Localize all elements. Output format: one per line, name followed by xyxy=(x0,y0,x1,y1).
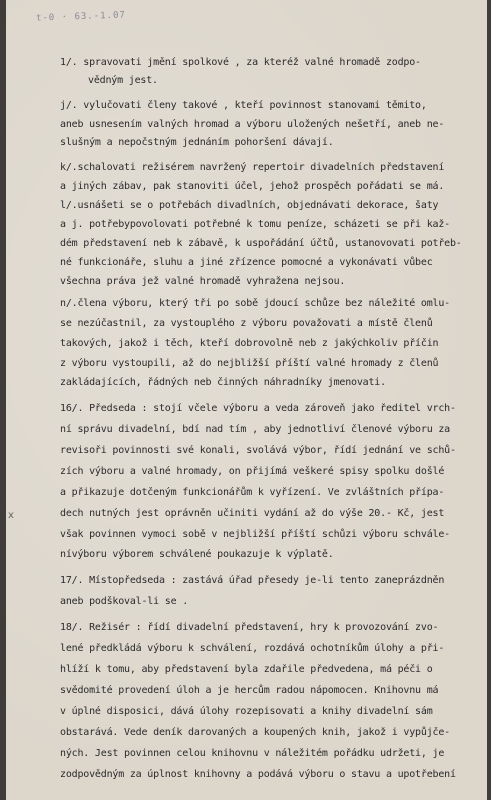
text-line: v úplné disposici, dává úlohy rozepisovati a knihy divadelní sám xyxy=(60,706,433,717)
text-line: a jiných zábav, pak stanoviti účel, jehož prospěch pořádati se má. xyxy=(60,181,445,192)
text-line: revisoři povinnosti své konali, svolává výbor, řídí jednání ve schů- xyxy=(60,445,456,456)
text-line: 16/. Předseda : stojí včele výboru a veda zároveň jako ředitel vrch- xyxy=(60,403,456,414)
text-line: 18/. Režisér : řídí divadelní představení, hry k provozování zvo- xyxy=(60,622,439,633)
text-line: obstarává. Vede deník darovaných a koupených knih, jakož i vypůjče- xyxy=(60,727,450,738)
text-line: takových, jakož i těch, kteří dobrovolně neb z jakýchkoliv příčin xyxy=(60,338,439,349)
archive-reference-mark: t-0 · 63.-1.07 xyxy=(35,10,127,24)
text-line: 1/. spravovati jmění spolkové , za kteréž valné hromadě zodpo- xyxy=(60,57,421,68)
text-line: né funkcionáře, sluhu a jiné zřízence pomocné a vykonávati vůbec xyxy=(60,257,433,268)
text-line: 17/. Místopředseda : zastává úřad přesedy je-li tento zaneprázdněn xyxy=(60,575,445,586)
text-line: všechna práva jež valné hromadě vyhražena nejsou. xyxy=(60,276,346,287)
text-line: dech nutných jest oprávněn učiniti vydání až do výše 20.- Kč, jest xyxy=(60,508,445,519)
text-line: k/.schalovati režisérem navržený repertoir divadelních představení xyxy=(60,162,445,173)
text-line: aneb usnesením valných hromad a výboru uložených nešetří, aneb ne- xyxy=(60,119,445,130)
document-page xyxy=(6,0,487,800)
text-line: a přikazuje dotčeným funkcionářům k vyřízení. Ve zvláštních přípa- xyxy=(60,487,445,498)
text-line: zích výboru a valné hromady, on přijímá veškeré spisy spolku došlé xyxy=(60,466,445,477)
text-line: n/.člena výboru, který tři po sobě jdoucí schůze bez náležité omlu- xyxy=(60,298,450,309)
text-line: dém představení neb k zábavě, k uspořádání účtů, ustanovovati potřeb- xyxy=(60,238,462,249)
margin-mark: x xyxy=(8,510,14,521)
text-line: aneb podškoval-li se . xyxy=(60,596,189,607)
text-line: slušným a nepočstným jednáním pohoršení dávají. xyxy=(60,137,334,148)
text-line: však povinnen vymoci sobě v nejbližší příští schůzi výboru schvále- xyxy=(60,529,450,540)
text-line: vědným jest. xyxy=(88,75,158,86)
text-line: zakládajících, řádných neb činných náhradníky jmenovati. xyxy=(60,377,386,388)
text-line: hlíží k tomu, aby představení byla zdařile předvedena, má péči o xyxy=(60,664,433,675)
text-line: svědomité provedení úloh a je hercům radou nápomocen. Knihovnu má xyxy=(60,685,439,696)
text-line: z výboru vystoupili, až do nejbližší příští valné hromady z členů xyxy=(60,358,439,369)
text-line: l/.usnášeti se o potřebách divadlních, objednávati dekorace, šaty xyxy=(60,200,439,211)
text-line: zodpovědným za úplnost knihovny a podává výboru o stavu a upotřebení xyxy=(60,769,456,780)
text-line: ní správu divadelní, bdí nad tím , aby jednotliví členové výboru za xyxy=(60,424,450,435)
text-line: ných. Jest povinnen celou knihovnu v náležitém pořádku udržeti, je xyxy=(60,748,445,759)
text-line: lené předkládá výboru k schválení, rozdává ochotníkům úlohy a při- xyxy=(60,643,445,654)
text-line: nívýboru výborem schválené poukazuje k výplatě. xyxy=(60,549,334,560)
text-line: j/. vylučovati členy takové , kteří povinnost stanovami těmito, xyxy=(60,100,427,111)
text-line: a j. potřebypovolovati potřebné k tomu peníze, scházeti se při kaž- xyxy=(60,219,450,230)
text-line: se nezúčastnil, za vystouplého z výboru považovati a místě členů xyxy=(60,318,433,329)
